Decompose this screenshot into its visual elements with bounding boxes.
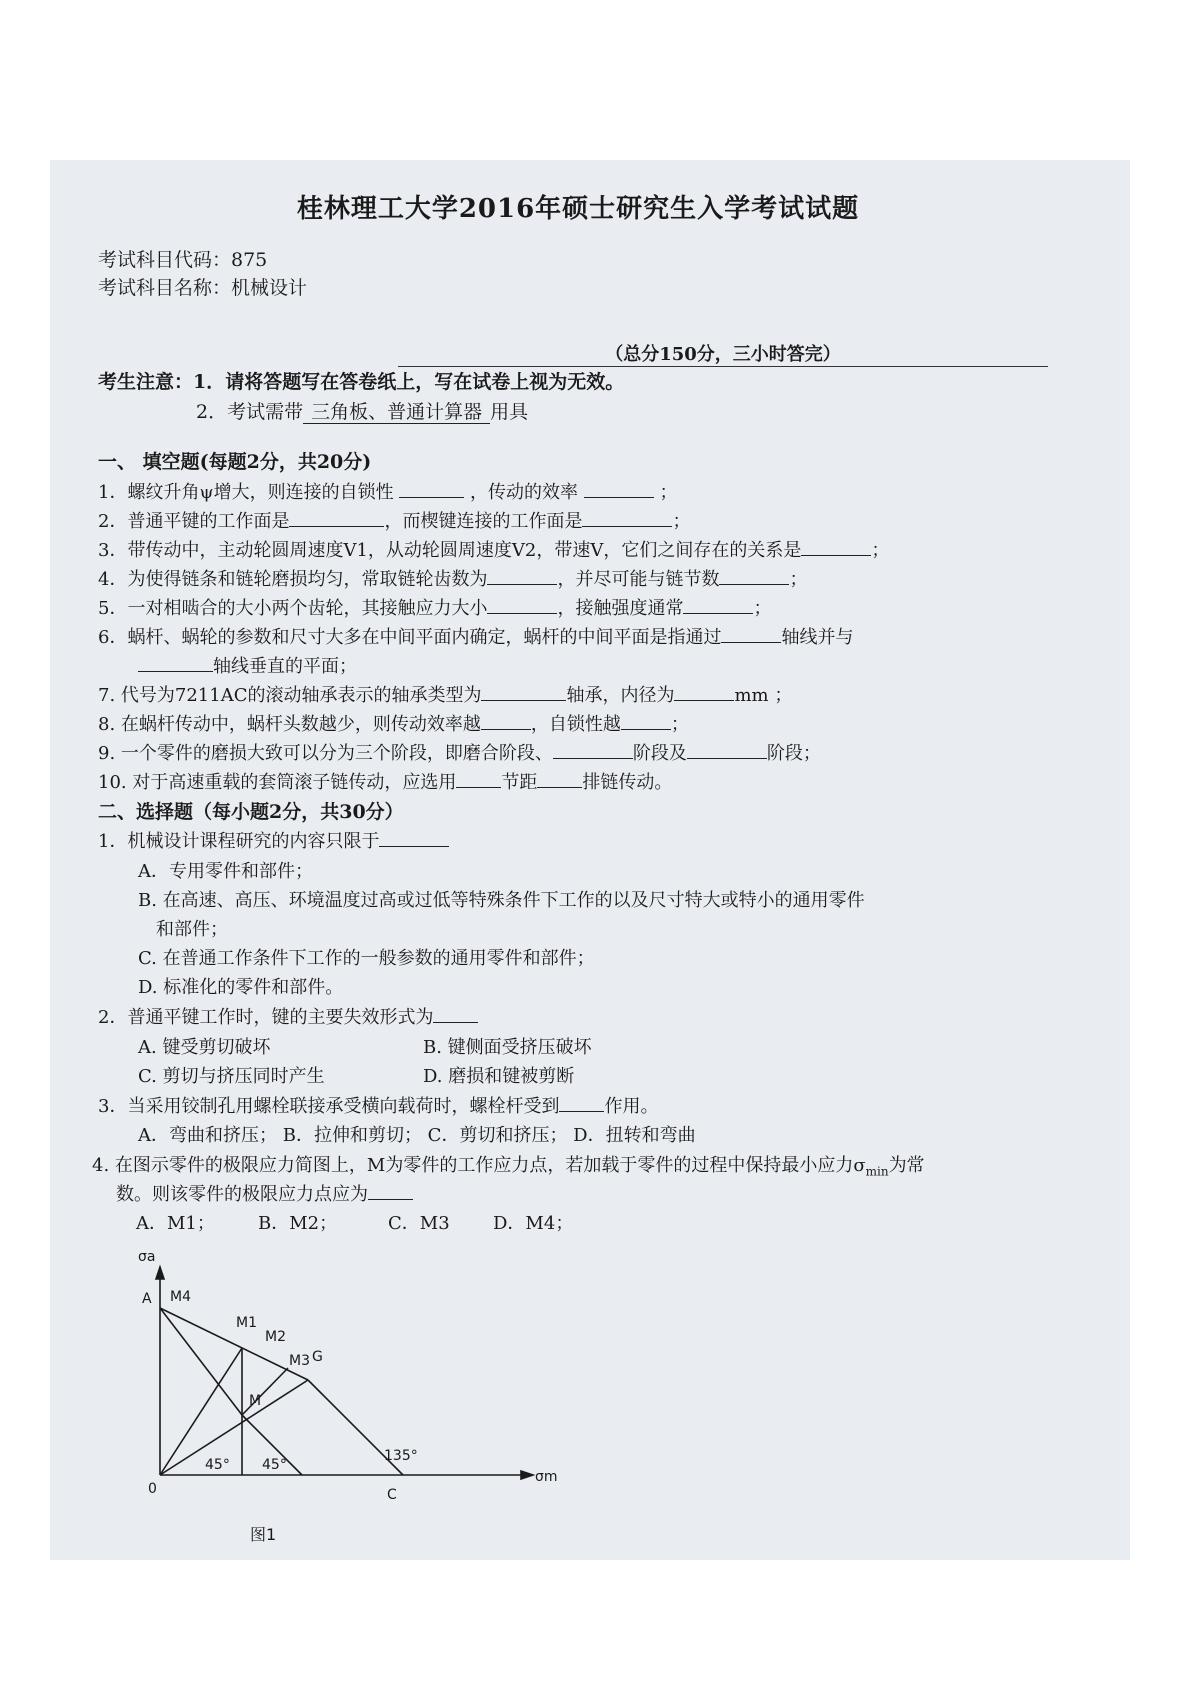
answer-blank	[621, 711, 671, 730]
s1-q4-text-a: 4．为使得链条和链轮磨损均匀，常取链轮齿数为	[98, 569, 488, 590]
exam-title: 桂林理工大学2016年硕士研究生入学考试试题	[296, 194, 860, 224]
answer-blank	[433, 1004, 478, 1023]
s1-q7-text-b: 轴承，内径为	[566, 685, 675, 706]
s1-q4-text-c: ；	[789, 569, 808, 590]
y-axis-arrow	[156, 1267, 164, 1279]
s1-q6-text-c: 轴线垂直的平面；	[213, 656, 357, 677]
s1-q5-text-b: ，接触强度通常	[557, 598, 684, 619]
answer-blank	[481, 711, 531, 730]
s1-q1-text-a: 1．螺纹升角ψ增大，则连接的自锁性	[98, 482, 394, 503]
s1-q1	[98, 478, 678, 504]
s2-q4-text-c: 数。则该零件的极限应力点应为	[116, 1184, 368, 1205]
section1-heading: 一、 填空题(每题2分，共20分)	[98, 451, 372, 473]
s2-q2-option-a: A. 键受剪切破坏	[138, 1037, 271, 1058]
s1-q3-text-c: ；	[871, 540, 890, 561]
angle-label-1: 45°	[205, 1457, 230, 1473]
s1-q10	[98, 768, 672, 794]
point-m1-label: M1	[236, 1315, 257, 1331]
answer-blank	[399, 479, 464, 498]
s1-q2-text-b: ，而楔键连接的工作面是	[384, 511, 583, 532]
s2-q3	[98, 1092, 658, 1118]
s2-q1-text: 1．机械设计课程研究的内容只限于	[98, 831, 380, 852]
s1-q1-text-b: ，传动的效率	[470, 482, 579, 503]
line-m4-m	[160, 1308, 242, 1415]
answer-blank	[719, 566, 789, 585]
s2-q4-subscript: min	[865, 1164, 889, 1179]
x-axis-arrow	[521, 1471, 533, 1479]
s1-q8-text-c: ；	[670, 714, 689, 735]
answer-blank	[674, 682, 734, 701]
answer-blank	[721, 624, 781, 643]
section2-heading: 二、选择题（每小题2分，共30分）	[98, 801, 404, 823]
point-a-label: A	[142, 1291, 152, 1307]
point-m2-label: M2	[265, 1329, 286, 1345]
answer-blank	[537, 769, 582, 788]
s2-q4-option-c: C．M3	[388, 1213, 450, 1234]
s1-q9-text-c: 阶段；	[766, 743, 821, 764]
s2-q3-text-b: 作用。	[604, 1096, 659, 1117]
s1-q7-text-a: 7. 代号为7211AC的滚动轴承表示的轴承类型为	[98, 685, 482, 706]
answer-blank	[379, 828, 449, 847]
s1-q4-text-b: ，并尽可能与链节数	[557, 569, 720, 590]
answer-blank	[559, 1093, 604, 1112]
answer-blank	[801, 537, 871, 556]
limit-stress-diagram	[120, 1235, 580, 1545]
s2-q1	[98, 827, 449, 853]
s2-q4-text-b: 为常	[888, 1155, 925, 1176]
ray-origin-m1	[160, 1348, 242, 1475]
s2-q1-option-b-cont: 和部件；	[156, 919, 228, 940]
s2-q4-option-a: A．M1；	[136, 1213, 215, 1234]
s2-q2-option-b: B. 键侧面受挤压破坏	[423, 1037, 592, 1058]
s1-q3-text-a: 3．带传动中，主动轮圆周速度V1，从动轮圆周速度V2，带速V，它们之间存在的关系是	[98, 540, 802, 561]
s2-q1-option-b: B. 在高速、高压、环境温度过高或过低等特殊条件下工作的以及尺寸特大或特小的通用零件	[138, 890, 865, 911]
answer-blank	[481, 682, 566, 701]
notice-2-tools: 三角板、普通计算器	[303, 401, 490, 424]
s1-q7-text-c: mm ；	[734, 685, 793, 706]
subject-code: 考试科目代码：875	[98, 249, 268, 271]
s1-q6	[98, 623, 853, 649]
s1-q7	[98, 681, 792, 707]
s1-q9-text-b: 阶段及	[632, 743, 687, 764]
s1-q9	[98, 739, 821, 765]
answer-blank	[487, 566, 557, 585]
answer-blank	[456, 769, 501, 788]
notice-2-suffix: 用具	[490, 401, 529, 423]
s1-q5-text-c: ；	[753, 598, 772, 619]
s2-q2-option-d: D. 磨损和键被剪断	[423, 1066, 575, 1087]
notice-2-prefix: 2．考试需带	[196, 401, 304, 423]
s2-q2-text: 2．普通平键工作时，键的主要失效形式为	[98, 1007, 434, 1028]
s2-q1-option-a: A．专用零件和部件；	[138, 861, 313, 882]
s2-q3-options: A．弯曲和挤压； B．拉伸和剪切； C．剪切和挤压； D．扭转和弯曲	[138, 1125, 696, 1146]
notice-1: 考生注意：1．请将答题写在答卷纸上，写在试卷上视为无效。	[98, 371, 625, 393]
s1-q3	[98, 536, 889, 562]
answer-blank	[687, 740, 767, 759]
answer-blank	[553, 740, 633, 759]
point-g-label: G	[312, 1349, 323, 1365]
s1-q5-text-a: 5．一对相啮合的大小两个齿轮，其接触应力大小	[98, 598, 488, 619]
origin-label: 0	[148, 1481, 157, 1497]
point-m4-label: M4	[170, 1289, 191, 1305]
s1-q5	[98, 594, 771, 620]
s1-q8-text-b: ，自锁性越	[530, 714, 621, 735]
s2-q1-option-d: D. 标准化的零件和部件。	[138, 977, 344, 998]
s1-q6-text-b: 轴线并与	[781, 627, 854, 648]
s1-q8-text-a: 8. 在蜗杆传动中，蜗杆头数越少，则传动效率越	[98, 714, 481, 735]
angle-label-2: 45°	[262, 1457, 287, 1473]
exam-sheet	[50, 160, 1130, 1560]
s1-q10-text-b: 节距	[501, 772, 538, 793]
point-m-label: M	[249, 1393, 262, 1409]
answer-blank	[582, 508, 672, 527]
y-axis-label: σa	[138, 1249, 156, 1265]
s2-q4-text-a: 4. 在图示零件的极限应力简图上，M为零件的工作应力点，若加载于零件的过程中保持最小应力σ	[92, 1155, 866, 1176]
score-note: （总分150分，三小时答完）	[398, 340, 1048, 367]
answer-blank	[487, 595, 557, 614]
answer-blank	[368, 1181, 413, 1200]
angle-label-3: 135°	[384, 1448, 418, 1464]
x-axis-label: σm	[535, 1469, 558, 1485]
subject-name: 考试科目名称：机械设计	[98, 277, 308, 299]
s1-q2-text-c: ；	[672, 511, 691, 532]
s1-q8	[98, 710, 689, 736]
s1-q10-text-c: 排链传动。	[582, 772, 673, 793]
s2-q2	[98, 1003, 478, 1029]
s1-q2-text-a: 2．普通平键的工作面是	[98, 511, 290, 532]
s1-q10-text-a: 10. 对于高速重载的套筒滚子链传动，应选用	[98, 772, 457, 793]
answer-blank	[138, 653, 213, 672]
s2-q4-option-d: D．M4；	[493, 1213, 574, 1234]
s2-q4-option-b: B．M2；	[258, 1213, 338, 1234]
point-m3-label: M3	[289, 1353, 310, 1369]
s2-q4	[92, 1151, 925, 1179]
s1-q2	[98, 507, 690, 533]
s1-q9-text-a: 9. 一个零件的磨损大致可以分为三个阶段，即磨合阶段、	[98, 743, 553, 764]
answer-blank	[289, 508, 384, 527]
answer-blank	[584, 479, 654, 498]
s2-q3-text-a: 3．当采用铰制孔用螺栓联接承受横向载荷时，螺栓杆受到	[98, 1096, 560, 1117]
s1-q6-cont	[138, 652, 357, 678]
figure-caption: 图1	[250, 1525, 277, 1544]
s2-q2-option-c: C. 剪切与挤压同时产生	[138, 1066, 325, 1087]
s1-q1-text-c: ；	[659, 482, 678, 503]
s2-q4-cont	[116, 1180, 413, 1206]
s1-q4	[98, 565, 807, 591]
point-c-label: C	[387, 1487, 397, 1503]
notice-2	[196, 397, 528, 424]
answer-blank	[683, 595, 753, 614]
s1-q6-text-a: 6．蜗杆、蜗轮的参数和尺寸大多在中间平面内确定，蜗杆的中间平面是指通过	[98, 627, 722, 648]
s2-q1-option-c: C. 在普通工作条件下工作的一般参数的通用零件和部件；	[138, 948, 595, 969]
